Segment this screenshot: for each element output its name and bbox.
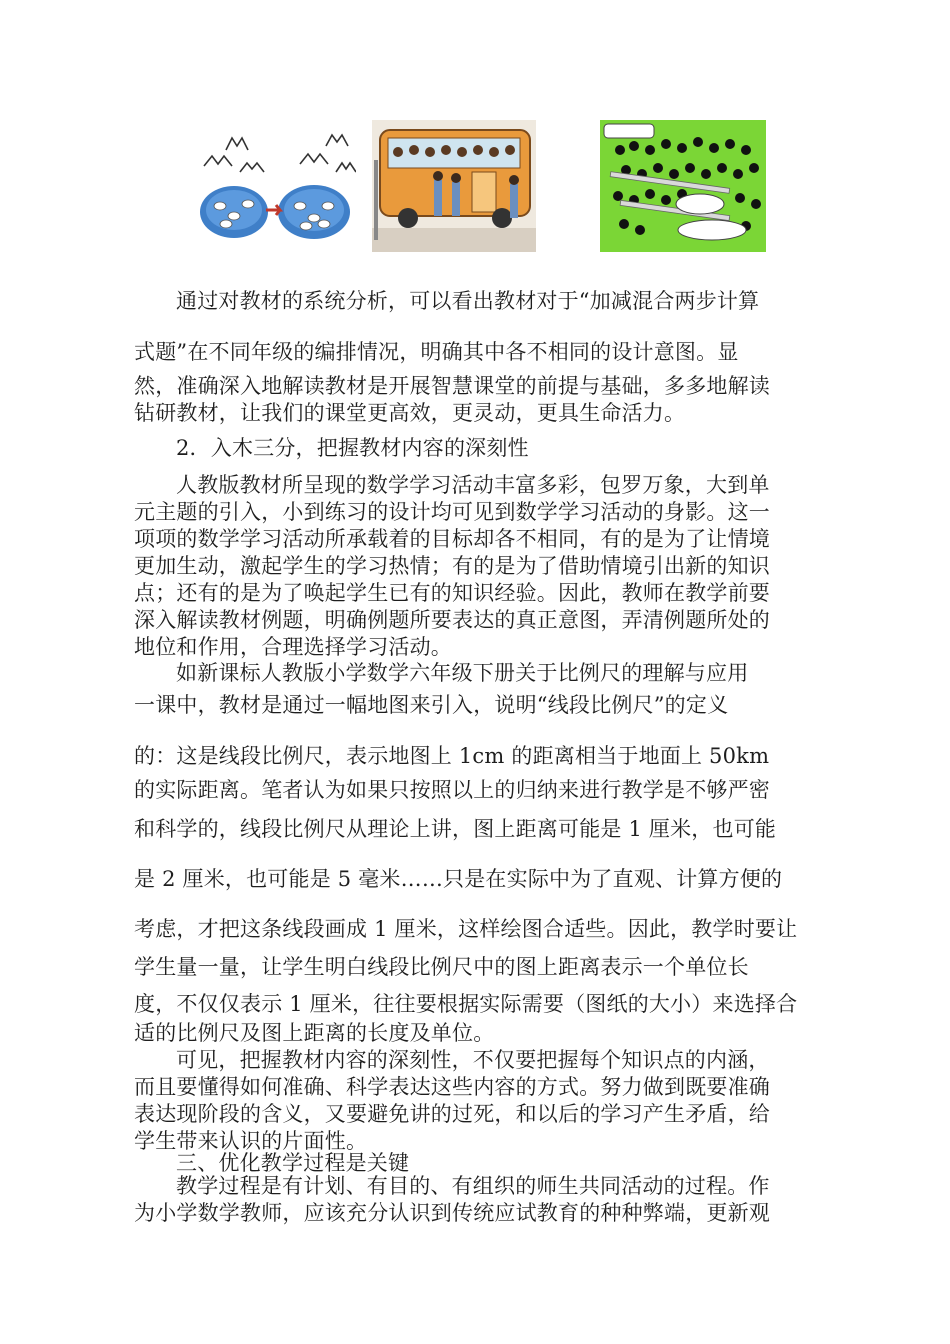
paragraph-line: 度，不仅仅表示 1 厘米，往往要根据实际需要（图纸的大小）来选择合 xyxy=(134,992,798,1016)
paragraph-line: 的实际距离。笔者认为如果只按照以上的归纳来进行教学是不够严密 xyxy=(134,778,770,802)
paragraph-line: 如新课标人教版小学数学六年级下册关于比例尺的理解与应用 xyxy=(176,661,749,685)
paragraph-line: 深入解读教材例题，明确例题所要表达的真正意图，弄清例题所处的 xyxy=(134,608,770,632)
paragraph-line: 学生量一量，让学生明白线段比例尺中的图上距离表示一个单位长 xyxy=(134,955,749,979)
paragraph-line: 然，准确深入地解读教材是开展智慧课堂的前提与基础，多多地解读 xyxy=(134,374,770,398)
paragraph-line: 式题”在不同年级的编排情况，明确其中各不相同的设计意图。显 xyxy=(134,340,739,364)
birds-pond-illustration xyxy=(196,120,356,252)
paragraph-line: 为小学数学教师，应该充分认识到传统应试教育的种种弊端，更新观 xyxy=(134,1201,770,1225)
paragraph-line: 可见，把握教材内容的深刻性，不仅要把握每个知识点的内涵， xyxy=(176,1048,770,1072)
children-audience-illustration xyxy=(600,120,766,252)
paragraph-line: 是 2 厘米，也可能是 5 毫米……只是在实际中为了直观、计算方便的 xyxy=(134,867,783,891)
paragraph-line: 考虑，才把这条线段画成 1 厘米，这样绘图合适些。因此，教学时要让 xyxy=(134,917,798,941)
paragraph-line: 项项的数学学习活动所承载着的目标却各不相同，有的是为了让情境 xyxy=(134,527,770,551)
paragraph-line: 教学过程是有计划、有目的、有组织的师生共同活动的过程。作 xyxy=(176,1174,770,1198)
paragraph-line: 一课中，教材是通过一幅地图来引入，说明“线段比例尺”的定义 xyxy=(134,693,729,717)
paragraph-line: 和科学的，线段比例尺从理论上讲，图上距离可能是 1 厘米，也可能 xyxy=(134,817,777,841)
paragraph-line: 表达现阶段的含义，又要避免讲的过死，和以后的学习产生矛盾，给 xyxy=(134,1102,770,1126)
paragraph-line: 地位和作用，合理选择学习活动。 xyxy=(134,635,452,659)
paragraph-line: 点；还有的是为了唤起学生已有的知识经验。因此，教师在教学前要 xyxy=(134,581,770,605)
paragraph-line: 而且要懂得如何准确、科学表达这些内容的方式。努力做到既要准确 xyxy=(134,1075,770,1099)
section-heading: 2．入木三分，把握教材内容的深刻性 xyxy=(176,436,529,460)
section-heading: 三、优化教学过程是关键 xyxy=(176,1151,410,1175)
paragraph-line: 适的比例尺及图上距离的长度及单位。 xyxy=(134,1021,495,1045)
paragraph-line: 钻研教材，让我们的课堂更高效，更灵动，更具生命活力。 xyxy=(134,401,686,425)
paragraph-line: 人教版教材所呈现的数学学习活动丰富多彩，包罗万象，大到单 xyxy=(176,473,770,497)
paragraph-line: 元主题的引入，小到练习的设计均可见到数学学习活动的身影。这一 xyxy=(134,500,770,524)
bus-passengers-illustration xyxy=(372,120,536,252)
paragraph-line: 更加生动，激起学生的学习热情；有的是为了借助情境引出新的知识 xyxy=(134,554,770,578)
paragraph-line: 学生带来认识的片面性。 xyxy=(134,1129,368,1153)
paragraph-line: 通过对教材的系统分析，可以看出教材对于“加减混合两步计算 xyxy=(176,289,760,313)
paragraph-line: 的：这是线段比例尺，表示地图上 1cm 的距离相当于地面上 50km xyxy=(134,744,770,768)
